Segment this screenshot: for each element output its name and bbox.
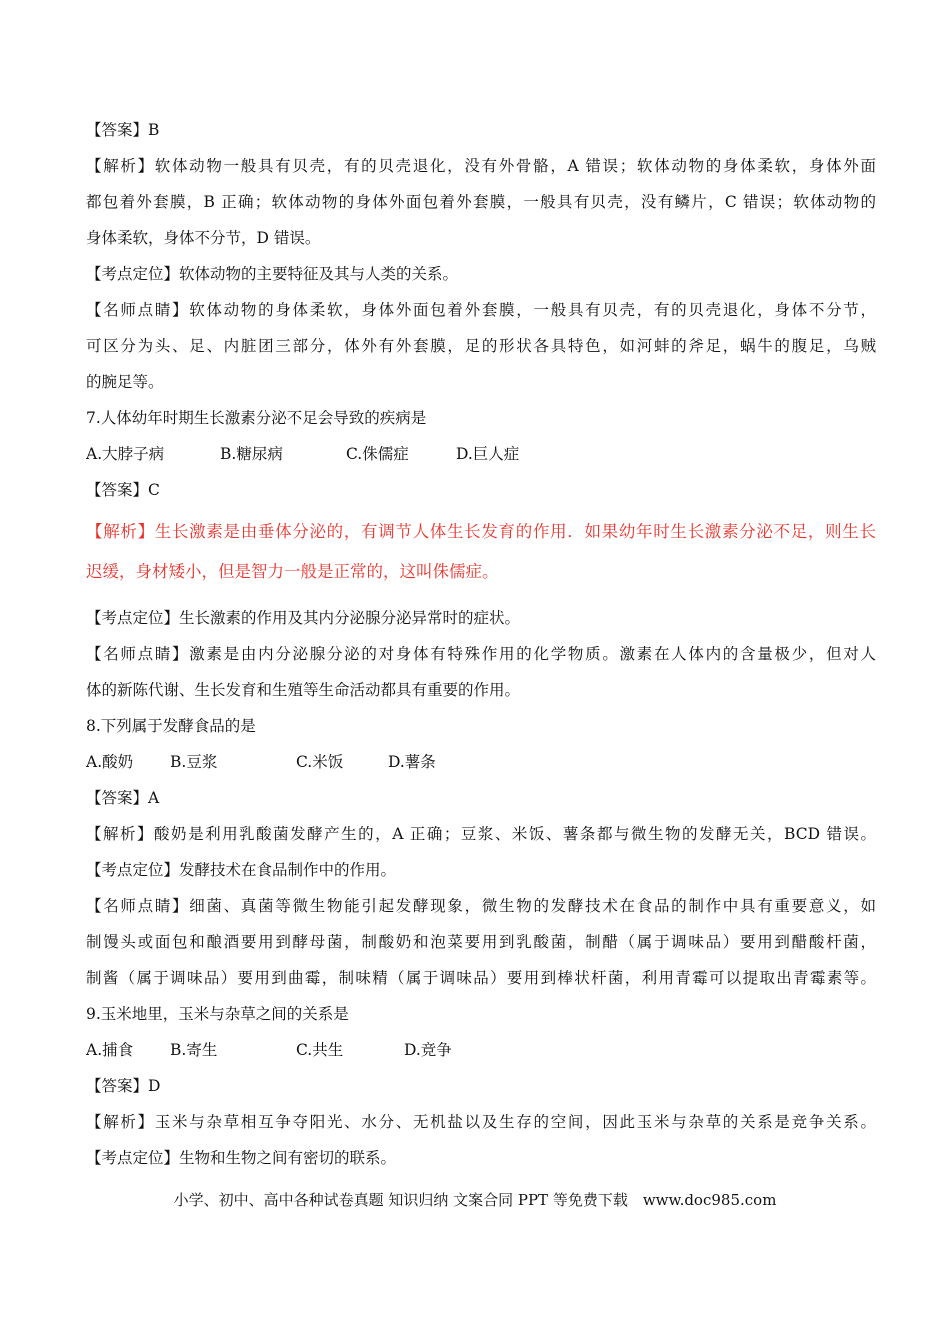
key-point-line: 【考点定位】软体动物的主要特征及其与人类的关系。 [86,265,459,283]
teacher-comment-line: 体的新陈代谢、生长发育和生殖等生命活动都具有重要的作用。 [86,681,521,699]
key-point-line: 【考点定位】生长激素的作用及其内分泌腺分泌异常时的症状。 [86,609,521,627]
answer-line: 【答案】C [86,481,160,499]
teacher-comment-line: 【名师点睛】软体动物的身体柔软，身体外面包着外套膜，一般具有贝壳，有的贝壳退化，身体不分节， [86,301,876,319]
option-b: B.寄生 [170,1041,218,1059]
analysis-line: 身体柔软，身体不分节，D 错误。 [86,229,321,247]
document-content [86,112,876,1176]
analysis-line: 都包着外套膜，B 正确；软体动物的身体外面包着外套膜，一般具有贝壳，没有鳞片，C 错误；软体动物的 [86,193,876,211]
key-point-line: 【考点定位】发酵技术在食品制作中的作用。 [86,861,397,879]
teacher-comment-line: 制酱（属于调味品）要用到曲霉，制味精（属于调味品）要用到棒状杆菌，利用青霉可以提取出青霉素等。 [86,969,876,987]
analysis-line-red: 迟缓，身材矮小，但是智力一般是正常的，这叫侏儒症。 [86,562,499,581]
answer-line: 【答案】B [86,121,160,139]
question-8: 8.下列属于发酵食品的是 [86,717,256,735]
option-d: D.薯条 [388,753,436,771]
question-9-options [86,1032,876,1068]
option-b: B.糖尿病 [220,445,283,463]
option-d: D.竞争 [404,1041,452,1059]
option-a: A.酸奶 [86,753,134,771]
option-a: A.大脖子病 [86,445,165,463]
analysis-line: 【解析】软体动物一般具有贝壳，有的贝壳退化，没有外骨骼，A 错误；软体动物的身体柔软，身体外面 [86,157,876,175]
question-7-options [86,436,876,472]
option-c: C.共生 [296,1041,344,1059]
option-a: A.捕食 [86,1041,134,1059]
analysis-line: 【解析】酸奶是利用乳酸菌发酵产生的，A 正确；豆浆、米饭、薯条都与微生物的发酵无关，BCD 错误。 [86,825,876,843]
option-b: B.豆浆 [170,753,218,771]
page-footer: 小学、初中、高中各种试卷真题 知识归纳 文案合同 PPT 等免费下载 www.doc985.com [173,1191,777,1209]
option-d: D.巨人症 [456,445,520,463]
teacher-comment-line: 【名师点睛】激素是由内分泌腺分泌的对身体有特殊作用的化学物质。激素在人体内的含量极少，但对人 [86,645,876,663]
highlighted-analysis [86,512,876,592]
teacher-comment-line: 制馒头或面包和酿酒要用到酵母菌，制酸奶和泡菜要用到乳酸菌，制醋（属于调味品）要用到醋酸杆菌， [86,933,876,951]
option-c: C.侏儒症 [346,445,409,463]
key-point-line: 【考点定位】生物和生物之间有密切的联系。 [86,1149,397,1167]
question-7: 7.人体幼年时期生长激素分泌不足会导致的疾病是 [86,409,427,427]
answer-line: 【答案】D [86,1077,161,1095]
answer-line: 【答案】A [86,789,160,807]
question-9: 9.玉米地里，玉米与杂草之间的关系是 [86,1005,349,1023]
analysis-line-red: 【解析】生长激素是由垂体分泌的，有调节人体生长发育的作用．如果幼年时生长激素分泌不足，则生长 [86,522,876,541]
teacher-comment-line: 【名师点睛】细菌、真菌等微生物能引起发酵现象，微生物的发酵技术在食品的制作中具有重要意义，如 [86,897,876,915]
option-c: C.米饭 [296,753,344,771]
question-8-options [86,744,876,780]
analysis-line: 【解析】玉米与杂草相互争夺阳光、水分、无机盐以及生存的空间，因此玉米与杂草的关系是竞争关系。 [86,1113,876,1131]
teacher-comment-line: 可区分为头、足、内脏团三部分，体外有外套膜，足的形状各具特色，如河蚌的斧足，蜗牛的腹足，乌贼 [86,337,876,355]
teacher-comment-line: 的腕足等。 [86,373,164,391]
